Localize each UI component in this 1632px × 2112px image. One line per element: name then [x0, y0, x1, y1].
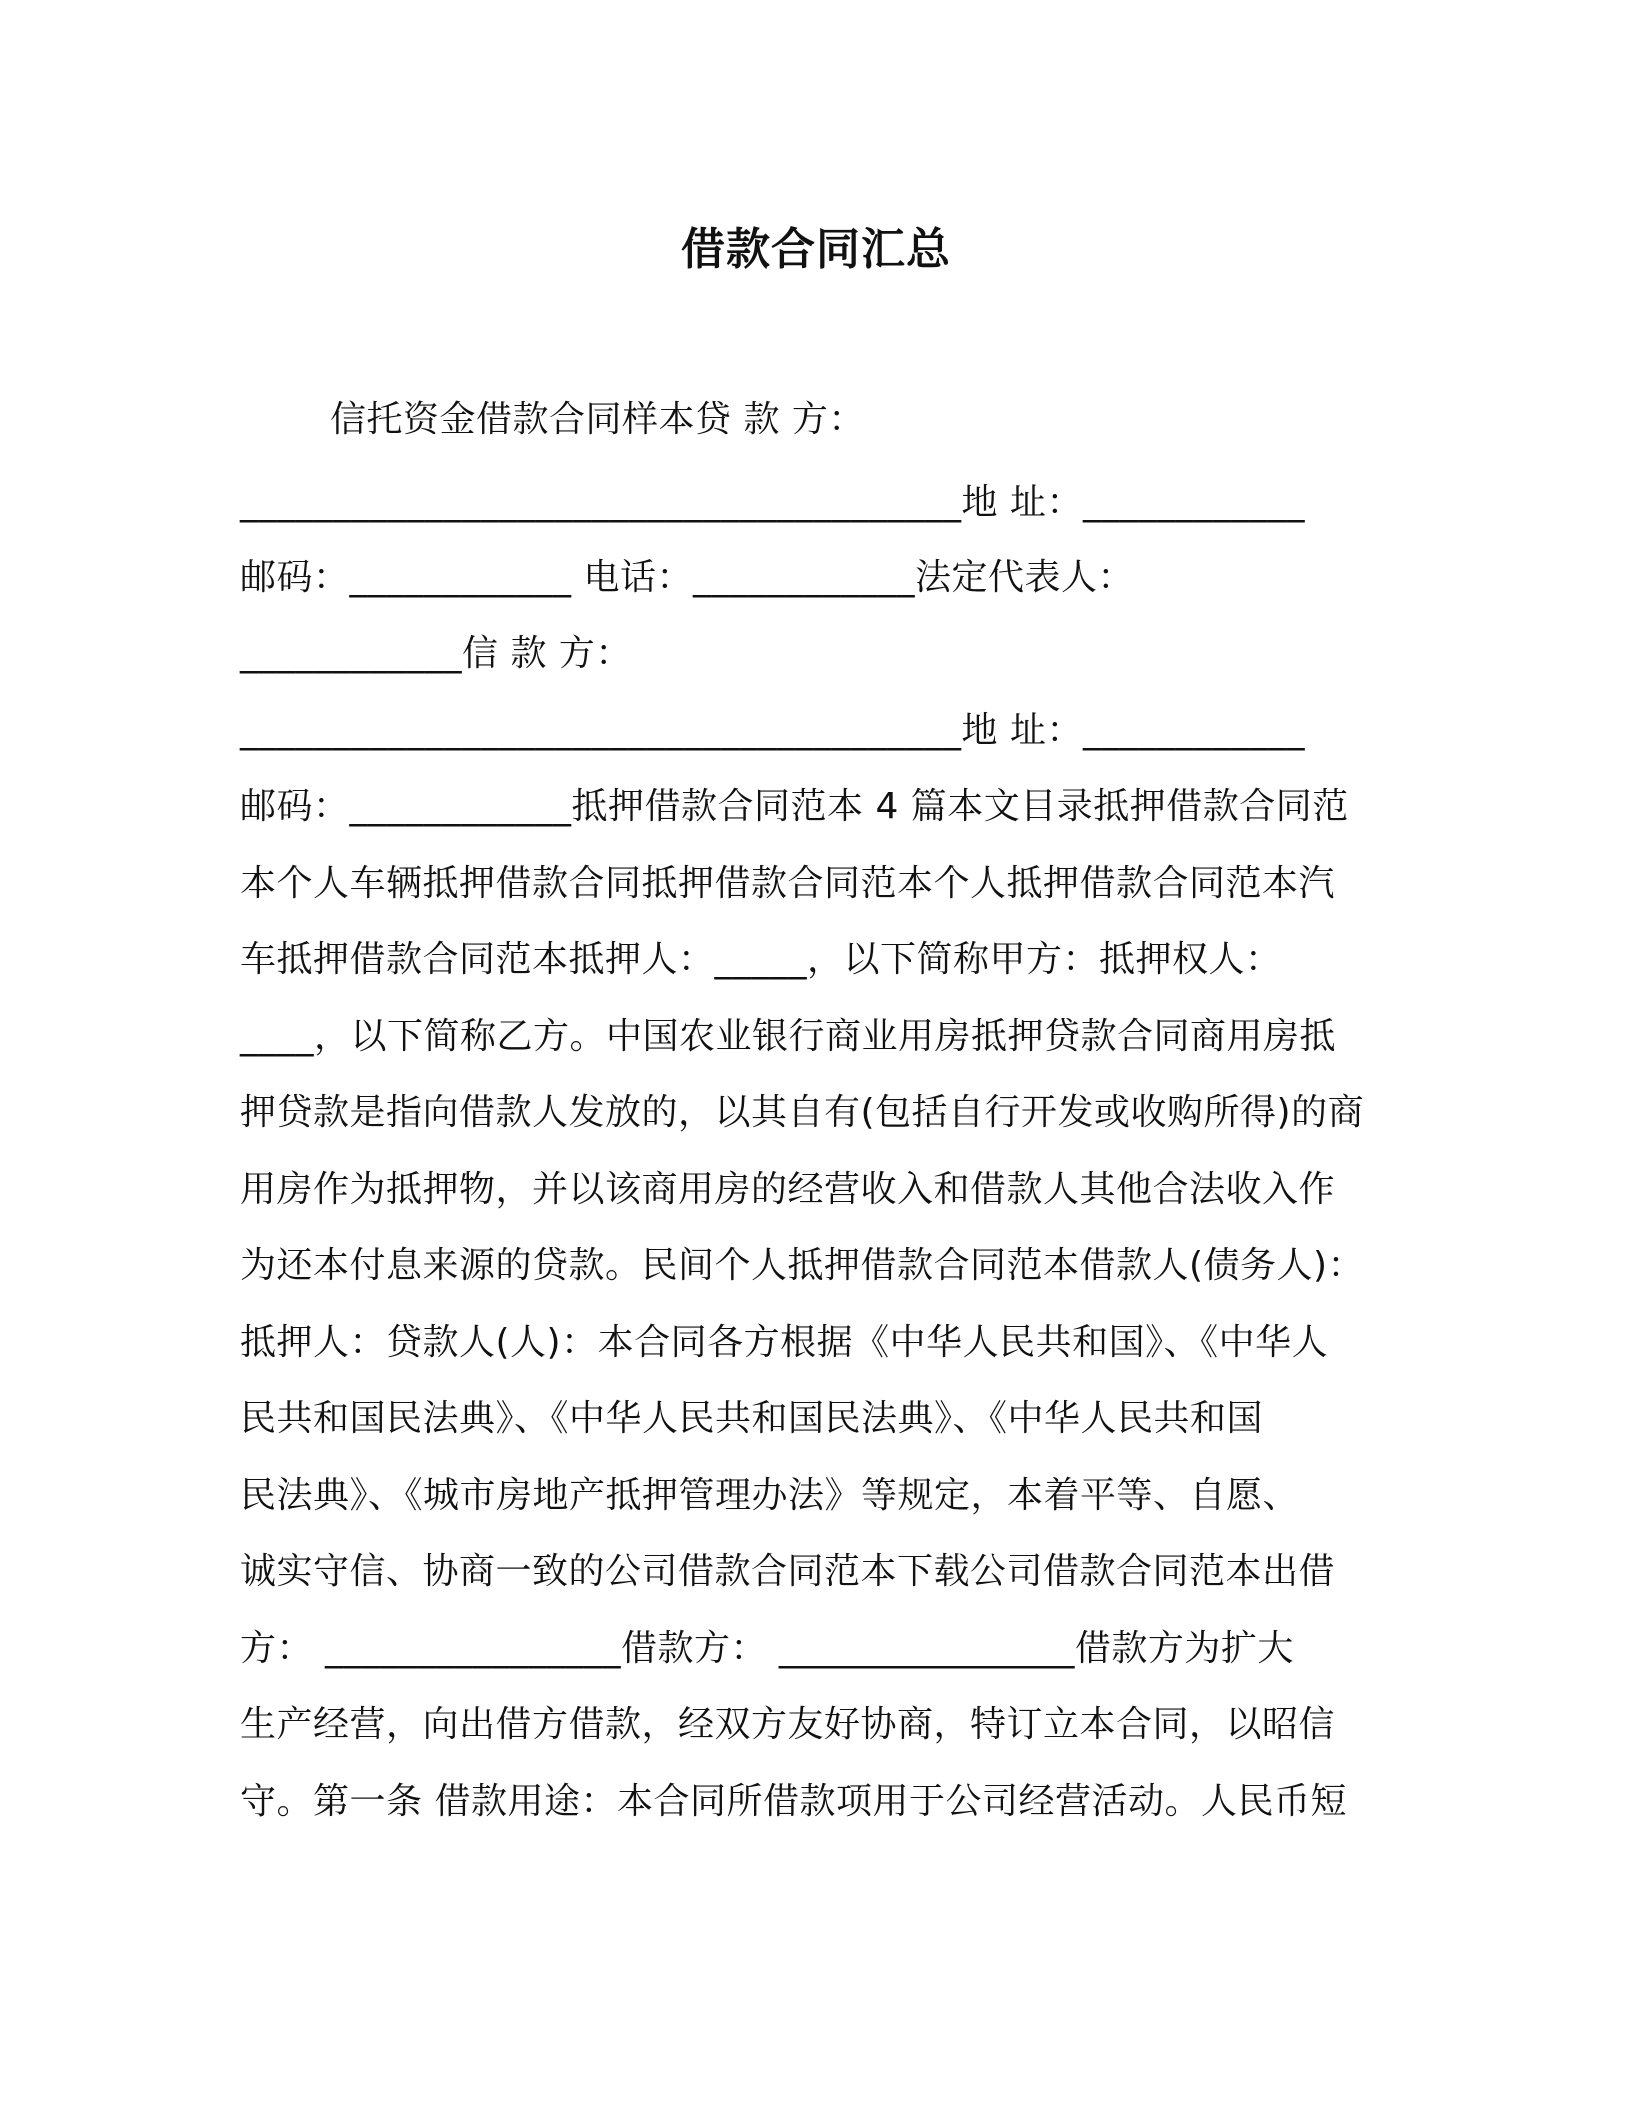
text-line-9: ____，以下简称乙方。中国农业银行商业用房抵押贷款合同商用房抵 — [240, 1016, 1337, 1057]
text-line-15: 民法典》、《城市房地产抵押管理办法》等规定，本着平等、自愿、 — [240, 1475, 1300, 1516]
text-line-1: 信托资金借款合同样本贷 款 方： — [330, 399, 865, 440]
text-line-4: ____________信 款 方： — [240, 633, 632, 674]
document-title: 借款合同汇总 — [681, 224, 951, 275]
text-line-12: 为还本付息来源的贷款。民间个人抵押借款合同范本借款人(债务人)： — [240, 1245, 1365, 1286]
text-line-13: 抵押人：贷款人(人)：本合同各方根据《中华人民共和国》、《中华人 — [240, 1322, 1329, 1363]
text-line-7: 本个人车辆抵押借款合同抵押借款合同范本个人抵押借款合同范本汽 — [240, 863, 1336, 904]
text-line-14: 民共和国民法典》、《中华人民共和国民法典》、《中华人民共和国 — [240, 1398, 1264, 1439]
text-line-2: _______________________________________地 址：____________ — [240, 482, 1305, 523]
text-line-11: 用房作为抵押物，并以该商用房的经营收入和借款人其他合法收入作 — [240, 1169, 1336, 1210]
text-line-16: 诚实守信、协商一致的公司借款合同范本下载公司借款合同范本出借 — [240, 1551, 1336, 1592]
text-line-5: _______________________________________地 址：____________ — [240, 710, 1305, 751]
text-line-10: 押贷款是指向借款人发放的，以其自有(包括自行开发或收购所得)的商 — [240, 1092, 1365, 1133]
text-line-18: 生产经营，向出借方借款，经双方友好协商，特订立本合同，以昭信 — [240, 1704, 1336, 1745]
text-line-6: 邮码：____________抵押借款合同范本 4 篇本文目录抵押借款合同范 — [240, 786, 1349, 827]
text-line-3: 邮码：____________ 电话：____________法定代表人： — [240, 557, 1134, 598]
text-line-8: 车抵押借款合同范本抵押人：_____，以下简称甲方：抵押权人： — [240, 939, 1282, 980]
text-line-17: 方： ________________借款方： ________________借款方为扩大 — [240, 1628, 1294, 1669]
text-line-19: 守。第一条 借款用途：本合同所借款项用于公司经营活动。人民币短 — [240, 1781, 1347, 1822]
